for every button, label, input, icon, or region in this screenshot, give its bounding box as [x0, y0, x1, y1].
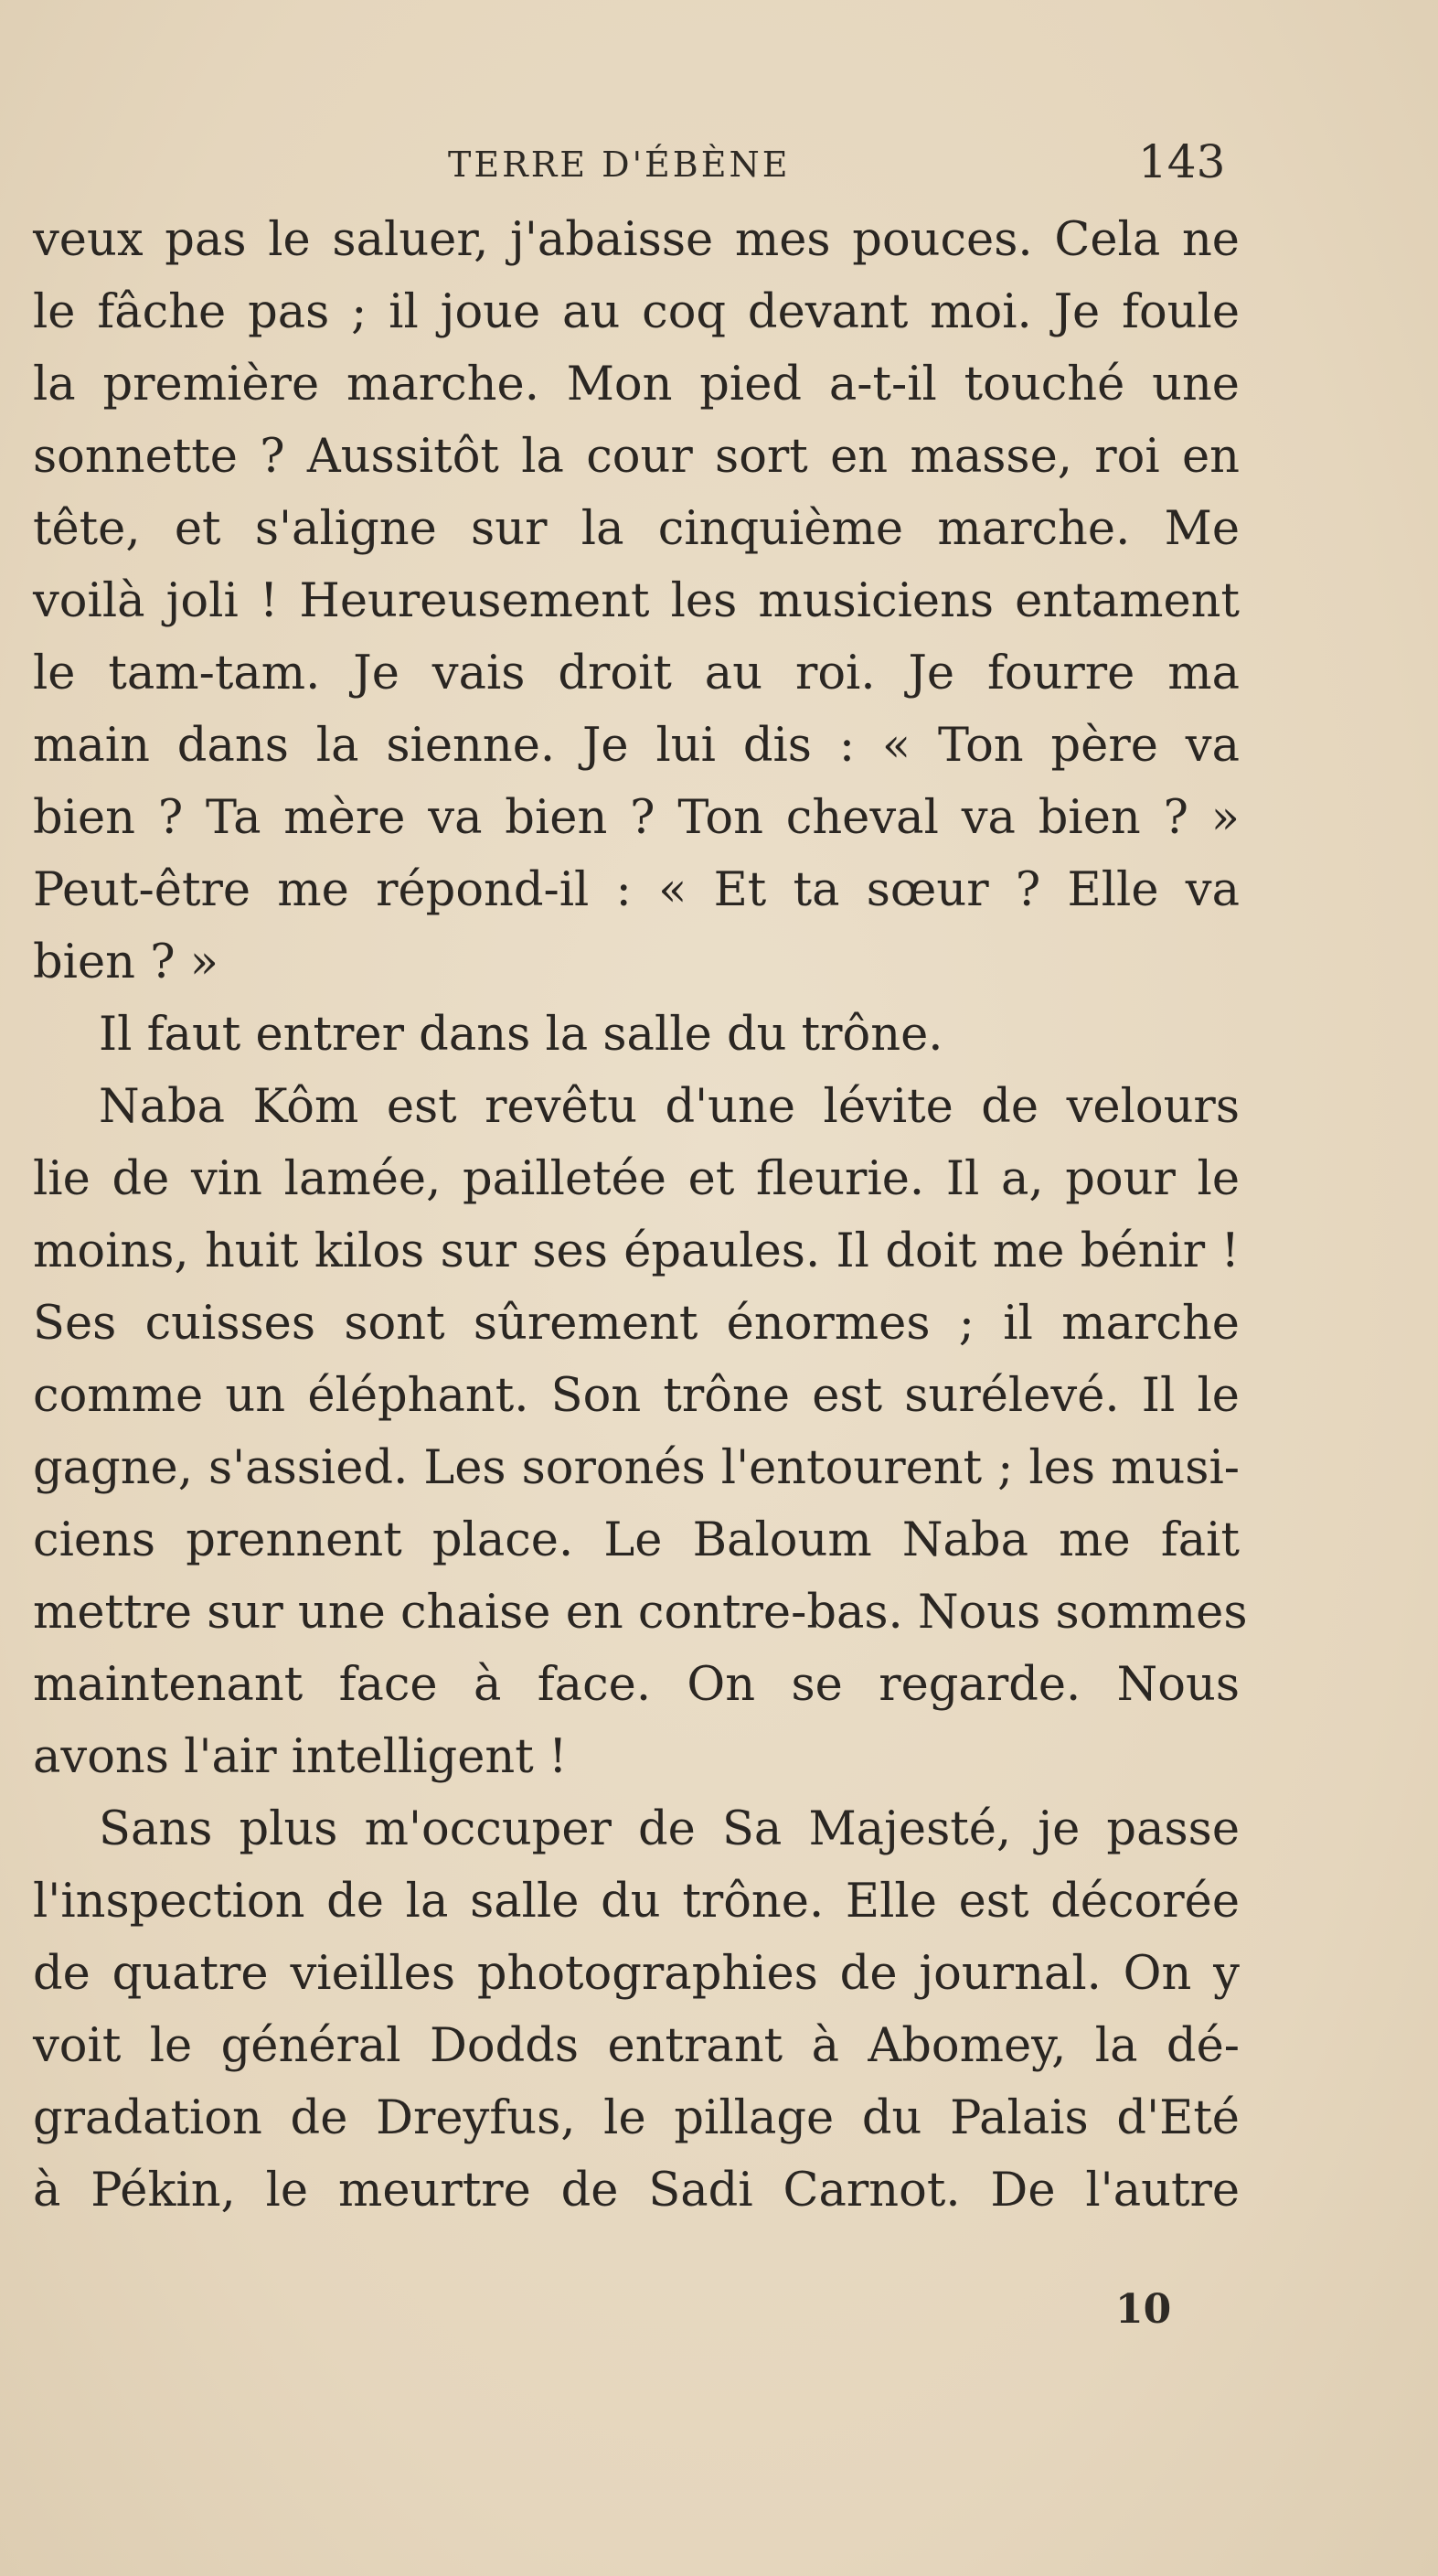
- text-line: veux pas le saluer, j'abaisse mes pouces. Cela ne: [33, 213, 1240, 267]
- text-line: bien ? »: [33, 935, 218, 989]
- page-body: [33, 204, 1248, 2227]
- text-line: maintenant face à face. On se regarde. Nous: [33, 1658, 1240, 1712]
- text-line: Ses cuisses sont sûrement énormes ; il marche: [33, 1297, 1240, 1351]
- text-line: tête, et s'aligne sur la cinquième marche. Me: [33, 502, 1240, 556]
- running-title: TERRE D'ÉBÈNE: [448, 144, 791, 185]
- text-line: ciens prennent place. Le Baloum Naba me fait: [33, 1513, 1240, 1567]
- text-line: Peut-être me répond-il : « Et ta sœur ? Elle va: [33, 863, 1240, 917]
- text-line: de quatre vieilles photographies de journal. On y: [33, 1947, 1240, 2001]
- text-line: comme un éléphant. Son trône est surélevé. Il le: [33, 1369, 1240, 1423]
- text-line: le tam-tam. Je vais droit au roi. Je fourre ma: [33, 647, 1240, 700]
- text-line: Naba Kôm est revêtu d'une lévite de velours: [99, 1080, 1240, 1134]
- text-line: l'inspection de la salle du trône. Elle est décorée: [33, 1875, 1240, 1929]
- text-line: main dans la sienne. Je lui dis : « Ton père va: [33, 719, 1240, 773]
- text-line: moins, huit kilos sur ses épaules. Il doit me bénir !: [33, 1224, 1240, 1278]
- text-line: voilà joli ! Heureusement les musiciens entament: [33, 574, 1240, 628]
- text-line: avons l'air intelligent !: [33, 1730, 568, 1784]
- page-number: 143: [1138, 135, 1226, 188]
- text-line: mettre sur une chaise en contre-bas. Nous sommes: [33, 1586, 1248, 1640]
- text-line: voit le général Dodds entrant à Abomey, la dé-: [33, 2019, 1240, 2073]
- text-line: le fâche pas ; il joue au coq devant moi. Je foule: [33, 285, 1240, 339]
- text-line: gradation de Dreyfus, le pillage du Palais d'Eté: [33, 2091, 1240, 2145]
- text-line: la première marche. Mon pied a-t-il touché une: [33, 358, 1240, 412]
- page-header: [0, 135, 1438, 190]
- text-line: à Pékin, le meurtre de Sadi Carnot. De l'autre: [33, 2164, 1240, 2218]
- text-line: Il faut entrer dans la salle du trône.: [99, 1008, 943, 1062]
- text-line: lie de vin lamée, pailletée et fleurie. Il a, pour le: [33, 1152, 1240, 1206]
- text-line: gagne, s'assied. Les soronés l'entourent ; les musi-: [33, 1441, 1240, 1495]
- text-line: bien ? Ta mère va bien ? Ton cheval va bien ? »: [33, 791, 1240, 845]
- text-line: Sans plus m'occuper de Sa Majesté, je passe: [99, 1802, 1240, 1856]
- signature-mark: 10: [1115, 2286, 1172, 2333]
- text-line: sonnette ? Aussitôt la cour sort en masse, roi en: [33, 430, 1240, 484]
